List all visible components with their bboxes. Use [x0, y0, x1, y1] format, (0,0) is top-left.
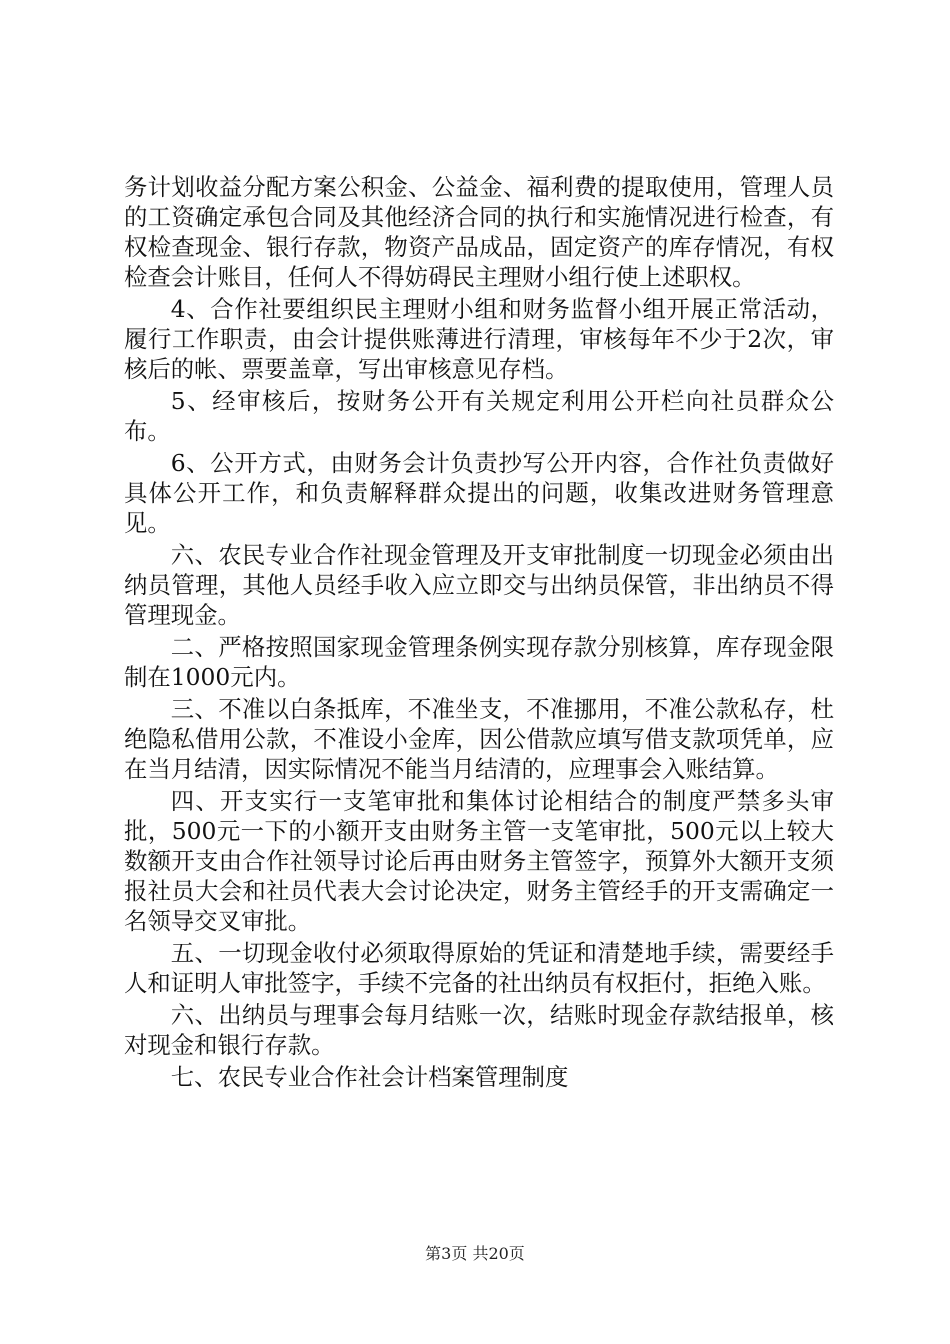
- page-footer: 第3页 共20页: [425, 1244, 525, 1263]
- paragraph: 六、农民专业合作社现金管理及开支审批制度一切现金必须由出纳员管理，其他人员经手收入应立即交与出纳员保管，非出纳员不得管理现金。: [124, 541, 834, 629]
- paragraph: 4、合作社要组织民主理财小组和财务监督小组开展正常活动，履行工作职责，由会计提供账薄进行清理，审核每年不少于2次，审核后的帐、票要盖章，写出审核意见存档。: [124, 295, 834, 383]
- paragraph: 三、不准以白条抵库，不准坐支，不准挪用，不准公款私存，杜绝隐私借用公款，不准设小金库，因公借款应填写借支款项凭单，应在当月结清，因实际情况不能当月结清的，应理事会入账结算。: [124, 695, 834, 783]
- paragraph: 务计划收益分配方案公积金、公益金、福利费的提取使用，管理人员的工资确定承包合同及其他经济合同的执行和实施情况进行检查，有权检查现金、银行存款，物资产品成品，固定资产的库存情况，有权检查会计账目，任何人不得妨碍民主理财小组行使上述职权。: [124, 173, 834, 291]
- paragraph: 四、开支实行一支笔审批和集体讨论相结合的制度严禁多头审批，500元一下的小额开支由财务主管一支笔审批，500元以上较大数额开支由合作社领导讨论后再由财务主管签字，预算外大额开支须报社员大会和社员代表大会讨论决定，财务主管经手的开支需确定一名领导交叉审批。: [124, 787, 834, 935]
- paragraph: 六、出纳员与理事会每月结账一次，结账时现金存款结报单，核对现金和银行存款。: [124, 1001, 834, 1059]
- paragraph: 5、经审核后，按财务公开有关规定利用公开栏向社员群众公布。: [124, 387, 834, 445]
- paragraph: 二、严格按照国家现金管理条例实现存款分别核算，库存现金限制在1000元内。: [124, 633, 834, 691]
- paragraph: 6、公开方式，由财务会计负责抄写公开内容，合作社负责做好具体公开工作，和负责解释群众提出的问题，收集改进财务管理意见。: [124, 449, 834, 537]
- document-body: [124, 172, 834, 1094]
- paragraph: 五、一切现金收付必须取得原始的凭证和清楚地手续，需要经手人和证明人审批签字，手续不完备的社出纳员有权拒付，拒绝入账。: [124, 939, 834, 997]
- paragraph: 七、农民专业合作社会计档案管理制度: [170, 1063, 569, 1091]
